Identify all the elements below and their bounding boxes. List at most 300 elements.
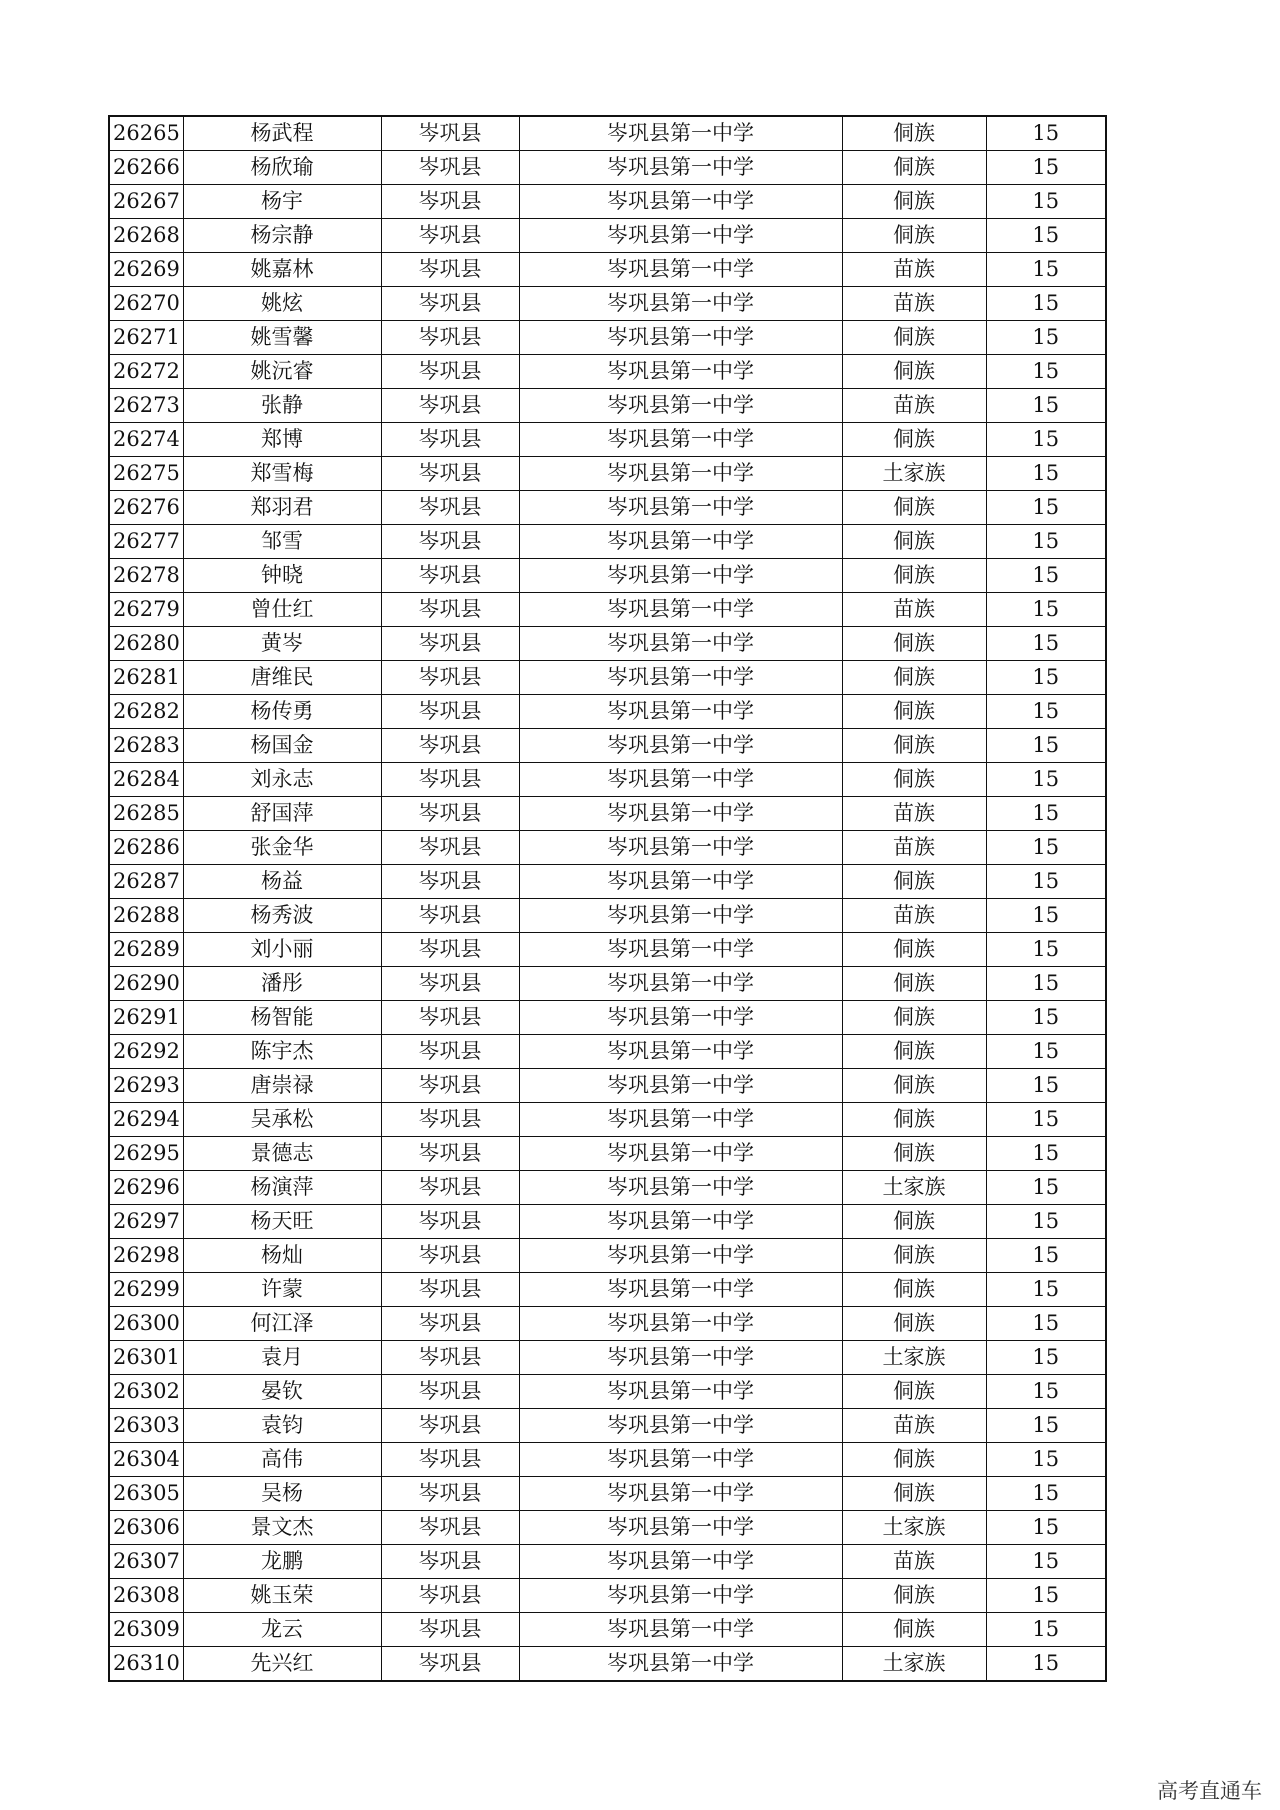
cell-score: 15 bbox=[986, 389, 1106, 423]
cell-id: 26271 bbox=[109, 321, 183, 355]
cell-ethnicity: 侗族 bbox=[842, 185, 986, 219]
cell-school: 岑巩县第一中学 bbox=[519, 1409, 842, 1443]
table-row bbox=[109, 1375, 1106, 1409]
cell-name: 杨演萍 bbox=[183, 1171, 381, 1205]
cell-school: 岑巩县第一中学 bbox=[519, 661, 842, 695]
cell-school: 岑巩县第一中学 bbox=[519, 1035, 842, 1069]
cell-id: 26266 bbox=[109, 151, 183, 185]
cell-school: 岑巩县第一中学 bbox=[519, 287, 842, 321]
cell-id: 26273 bbox=[109, 389, 183, 423]
cell-id: 26286 bbox=[109, 831, 183, 865]
cell-id: 26282 bbox=[109, 695, 183, 729]
cell-score: 15 bbox=[986, 627, 1106, 661]
cell-score: 15 bbox=[986, 116, 1106, 151]
cell-score: 15 bbox=[986, 1273, 1106, 1307]
cell-id: 26304 bbox=[109, 1443, 183, 1477]
cell-id: 26280 bbox=[109, 627, 183, 661]
cell-school: 岑巩县第一中学 bbox=[519, 1647, 842, 1682]
cell-name: 杨国金 bbox=[183, 729, 381, 763]
cell-school: 岑巩县第一中学 bbox=[519, 525, 842, 559]
cell-ethnicity: 侗族 bbox=[842, 1273, 986, 1307]
cell-name: 郑羽君 bbox=[183, 491, 381, 525]
cell-school: 岑巩县第一中学 bbox=[519, 219, 842, 253]
cell-score: 15 bbox=[986, 1647, 1106, 1682]
cell-name: 袁钧 bbox=[183, 1409, 381, 1443]
cell-id: 26301 bbox=[109, 1341, 183, 1375]
table-row bbox=[109, 1511, 1106, 1545]
cell-id: 26296 bbox=[109, 1171, 183, 1205]
cell-ethnicity: 苗族 bbox=[842, 389, 986, 423]
cell-score: 15 bbox=[986, 321, 1106, 355]
cell-id: 26270 bbox=[109, 287, 183, 321]
cell-school: 岑巩县第一中学 bbox=[519, 151, 842, 185]
table-row bbox=[109, 151, 1106, 185]
cell-county: 岑巩县 bbox=[381, 1273, 519, 1307]
cell-id: 26290 bbox=[109, 967, 183, 1001]
cell-ethnicity: 侗族 bbox=[842, 1001, 986, 1035]
cell-id: 26284 bbox=[109, 763, 183, 797]
cell-county: 岑巩县 bbox=[381, 661, 519, 695]
cell-school: 岑巩县第一中学 bbox=[519, 695, 842, 729]
cell-name: 杨武程 bbox=[183, 116, 381, 151]
cell-name: 郑博 bbox=[183, 423, 381, 457]
cell-school: 岑巩县第一中学 bbox=[519, 185, 842, 219]
cell-school: 岑巩县第一中学 bbox=[519, 1205, 842, 1239]
cell-county: 岑巩县 bbox=[381, 729, 519, 763]
cell-name: 曾仕红 bbox=[183, 593, 381, 627]
cell-name: 杨宗静 bbox=[183, 219, 381, 253]
cell-id: 26276 bbox=[109, 491, 183, 525]
cell-county: 岑巩县 bbox=[381, 1579, 519, 1613]
cell-id: 26299 bbox=[109, 1273, 183, 1307]
cell-county: 岑巩县 bbox=[381, 1613, 519, 1647]
cell-name: 吴承松 bbox=[183, 1103, 381, 1137]
table-row bbox=[109, 865, 1106, 899]
cell-county: 岑巩县 bbox=[381, 593, 519, 627]
cell-name: 刘永志 bbox=[183, 763, 381, 797]
cell-ethnicity: 苗族 bbox=[842, 899, 986, 933]
cell-name: 姚沅睿 bbox=[183, 355, 381, 389]
cell-ethnicity: 侗族 bbox=[842, 1477, 986, 1511]
table-row bbox=[109, 797, 1106, 831]
cell-score: 15 bbox=[986, 525, 1106, 559]
table-row bbox=[109, 525, 1106, 559]
cell-id: 26287 bbox=[109, 865, 183, 899]
cell-ethnicity: 侗族 bbox=[842, 967, 986, 1001]
cell-name: 杨传勇 bbox=[183, 695, 381, 729]
cell-school: 岑巩县第一中学 bbox=[519, 1239, 842, 1273]
cell-school: 岑巩县第一中学 bbox=[519, 797, 842, 831]
cell-score: 15 bbox=[986, 695, 1106, 729]
table-row bbox=[109, 1137, 1106, 1171]
cell-name: 潘彤 bbox=[183, 967, 381, 1001]
cell-county: 岑巩县 bbox=[381, 321, 519, 355]
cell-county: 岑巩县 bbox=[381, 1443, 519, 1477]
cell-school: 岑巩县第一中学 bbox=[519, 967, 842, 1001]
cell-score: 15 bbox=[986, 933, 1106, 967]
cell-ethnicity: 侗族 bbox=[842, 219, 986, 253]
cell-score: 15 bbox=[986, 1375, 1106, 1409]
cell-ethnicity: 侗族 bbox=[842, 1205, 986, 1239]
table-row bbox=[109, 423, 1106, 457]
cell-school: 岑巩县第一中学 bbox=[519, 899, 842, 933]
cell-school: 岑巩县第一中学 bbox=[519, 1069, 842, 1103]
cell-county: 岑巩县 bbox=[381, 151, 519, 185]
cell-county: 岑巩县 bbox=[381, 1545, 519, 1579]
cell-county: 岑巩县 bbox=[381, 389, 519, 423]
cell-name: 龙云 bbox=[183, 1613, 381, 1647]
cell-school: 岑巩县第一中学 bbox=[519, 457, 842, 491]
cell-id: 26305 bbox=[109, 1477, 183, 1511]
cell-county: 岑巩县 bbox=[381, 967, 519, 1001]
cell-id: 26302 bbox=[109, 1375, 183, 1409]
cell-county: 岑巩县 bbox=[381, 253, 519, 287]
table-row bbox=[109, 1103, 1106, 1137]
cell-school: 岑巩县第一中学 bbox=[519, 865, 842, 899]
cell-name: 姚炫 bbox=[183, 287, 381, 321]
cell-ethnicity: 侗族 bbox=[842, 933, 986, 967]
cell-county: 岑巩县 bbox=[381, 797, 519, 831]
cell-score: 15 bbox=[986, 253, 1106, 287]
cell-ethnicity: 苗族 bbox=[842, 1545, 986, 1579]
cell-name: 景文杰 bbox=[183, 1511, 381, 1545]
cell-score: 15 bbox=[986, 1205, 1106, 1239]
cell-ethnicity: 侗族 bbox=[842, 355, 986, 389]
cell-ethnicity: 侗族 bbox=[842, 1035, 986, 1069]
cell-county: 岑巩县 bbox=[381, 116, 519, 151]
cell-county: 岑巩县 bbox=[381, 1103, 519, 1137]
cell-name: 杨宇 bbox=[183, 185, 381, 219]
table-row bbox=[109, 1341, 1106, 1375]
table-row bbox=[109, 831, 1106, 865]
table-row bbox=[109, 1001, 1106, 1035]
cell-score: 15 bbox=[986, 1443, 1106, 1477]
cell-id: 26297 bbox=[109, 1205, 183, 1239]
cell-score: 15 bbox=[986, 423, 1106, 457]
cell-name: 姚嘉林 bbox=[183, 253, 381, 287]
cell-id: 26306 bbox=[109, 1511, 183, 1545]
watermark-text: 高考直通车 bbox=[1157, 1779, 1262, 1803]
table-row bbox=[109, 763, 1106, 797]
cell-ethnicity: 苗族 bbox=[842, 797, 986, 831]
cell-school: 岑巩县第一中学 bbox=[519, 1103, 842, 1137]
table-row bbox=[109, 1409, 1106, 1443]
cell-county: 岑巩县 bbox=[381, 219, 519, 253]
cell-name: 杨天旺 bbox=[183, 1205, 381, 1239]
cell-county: 岑巩县 bbox=[381, 1375, 519, 1409]
cell-name: 邹雪 bbox=[183, 525, 381, 559]
cell-score: 15 bbox=[986, 1307, 1106, 1341]
cell-county: 岑巩县 bbox=[381, 1341, 519, 1375]
cell-ethnicity: 苗族 bbox=[842, 593, 986, 627]
cell-school: 岑巩县第一中学 bbox=[519, 1579, 842, 1613]
cell-score: 15 bbox=[986, 1613, 1106, 1647]
cell-score: 15 bbox=[986, 219, 1106, 253]
table-row bbox=[109, 627, 1106, 661]
cell-ethnicity: 侗族 bbox=[842, 763, 986, 797]
table-row bbox=[109, 1069, 1106, 1103]
cell-school: 岑巩县第一中学 bbox=[519, 763, 842, 797]
table-row bbox=[109, 1205, 1106, 1239]
cell-school: 岑巩县第一中学 bbox=[519, 321, 842, 355]
cell-county: 岑巩县 bbox=[381, 457, 519, 491]
cell-ethnicity: 侗族 bbox=[842, 1579, 986, 1613]
cell-ethnicity: 侗族 bbox=[842, 1069, 986, 1103]
cell-name: 钟晓 bbox=[183, 559, 381, 593]
cell-school: 岑巩县第一中学 bbox=[519, 1375, 842, 1409]
cell-ethnicity: 侗族 bbox=[842, 321, 986, 355]
cell-score: 15 bbox=[986, 457, 1106, 491]
cell-name: 吴杨 bbox=[183, 1477, 381, 1511]
cell-score: 15 bbox=[986, 1239, 1106, 1273]
cell-school: 岑巩县第一中学 bbox=[519, 423, 842, 457]
table-row bbox=[109, 729, 1106, 763]
cell-score: 15 bbox=[986, 797, 1106, 831]
cell-county: 岑巩县 bbox=[381, 831, 519, 865]
table-row bbox=[109, 355, 1106, 389]
cell-name: 黄岑 bbox=[183, 627, 381, 661]
cell-county: 岑巩县 bbox=[381, 1477, 519, 1511]
cell-county: 岑巩县 bbox=[381, 1137, 519, 1171]
cell-county: 岑巩县 bbox=[381, 1069, 519, 1103]
cell-id: 26289 bbox=[109, 933, 183, 967]
table-row bbox=[109, 116, 1106, 151]
cell-id: 26303 bbox=[109, 1409, 183, 1443]
cell-county: 岑巩县 bbox=[381, 627, 519, 661]
table-row bbox=[109, 321, 1106, 355]
cell-name: 袁月 bbox=[183, 1341, 381, 1375]
cell-id: 26307 bbox=[109, 1545, 183, 1579]
cell-name: 高伟 bbox=[183, 1443, 381, 1477]
cell-id: 26265 bbox=[109, 116, 183, 151]
table-row bbox=[109, 661, 1106, 695]
table-row bbox=[109, 1035, 1106, 1069]
table-row bbox=[109, 559, 1106, 593]
table-row bbox=[109, 593, 1106, 627]
cell-name: 晏钦 bbox=[183, 1375, 381, 1409]
cell-school: 岑巩县第一中学 bbox=[519, 1307, 842, 1341]
cell-name: 张静 bbox=[183, 389, 381, 423]
cell-ethnicity: 侗族 bbox=[842, 661, 986, 695]
cell-ethnicity: 侗族 bbox=[842, 1613, 986, 1647]
cell-score: 15 bbox=[986, 729, 1106, 763]
cell-school: 岑巩县第一中学 bbox=[519, 491, 842, 525]
cell-id: 26281 bbox=[109, 661, 183, 695]
cell-name: 龙鹏 bbox=[183, 1545, 381, 1579]
cell-score: 15 bbox=[986, 899, 1106, 933]
roster-table-body bbox=[109, 116, 1106, 1681]
cell-name: 杨灿 bbox=[183, 1239, 381, 1273]
cell-score: 15 bbox=[986, 1545, 1106, 1579]
cell-ethnicity: 侗族 bbox=[842, 1375, 986, 1409]
cell-name: 郑雪梅 bbox=[183, 457, 381, 491]
cell-name: 景德志 bbox=[183, 1137, 381, 1171]
table-row bbox=[109, 1239, 1106, 1273]
table-row bbox=[109, 1273, 1106, 1307]
cell-ethnicity: 侗族 bbox=[842, 559, 986, 593]
roster-table bbox=[108, 115, 1107, 1682]
cell-id: 26283 bbox=[109, 729, 183, 763]
table-row bbox=[109, 219, 1106, 253]
cell-score: 15 bbox=[986, 1409, 1106, 1443]
table-row bbox=[109, 1307, 1106, 1341]
cell-name: 杨益 bbox=[183, 865, 381, 899]
cell-school: 岑巩县第一中学 bbox=[519, 116, 842, 151]
cell-county: 岑巩县 bbox=[381, 559, 519, 593]
cell-ethnicity: 土家族 bbox=[842, 1647, 986, 1682]
cell-score: 15 bbox=[986, 185, 1106, 219]
table-row bbox=[109, 185, 1106, 219]
cell-id: 26295 bbox=[109, 1137, 183, 1171]
cell-school: 岑巩县第一中学 bbox=[519, 593, 842, 627]
cell-county: 岑巩县 bbox=[381, 423, 519, 457]
cell-county: 岑巩县 bbox=[381, 1647, 519, 1682]
cell-school: 岑巩县第一中学 bbox=[519, 1341, 842, 1375]
cell-id: 26268 bbox=[109, 219, 183, 253]
cell-county: 岑巩县 bbox=[381, 933, 519, 967]
cell-ethnicity: 侗族 bbox=[842, 525, 986, 559]
cell-school: 岑巩县第一中学 bbox=[519, 729, 842, 763]
cell-school: 岑巩县第一中学 bbox=[519, 933, 842, 967]
cell-name: 杨欣瑜 bbox=[183, 151, 381, 185]
cell-school: 岑巩县第一中学 bbox=[519, 1477, 842, 1511]
cell-ethnicity: 苗族 bbox=[842, 253, 986, 287]
cell-id: 26294 bbox=[109, 1103, 183, 1137]
cell-id: 26298 bbox=[109, 1239, 183, 1273]
cell-county: 岑巩县 bbox=[381, 491, 519, 525]
cell-id: 26269 bbox=[109, 253, 183, 287]
cell-id: 26310 bbox=[109, 1647, 183, 1682]
cell-name: 姚雪馨 bbox=[183, 321, 381, 355]
cell-school: 岑巩县第一中学 bbox=[519, 389, 842, 423]
cell-id: 26291 bbox=[109, 1001, 183, 1035]
cell-ethnicity: 土家族 bbox=[842, 457, 986, 491]
cell-ethnicity: 苗族 bbox=[842, 831, 986, 865]
cell-name: 杨智能 bbox=[183, 1001, 381, 1035]
cell-name: 唐崇禄 bbox=[183, 1069, 381, 1103]
cell-name: 先兴红 bbox=[183, 1647, 381, 1682]
cell-school: 岑巩县第一中学 bbox=[519, 831, 842, 865]
cell-id: 26278 bbox=[109, 559, 183, 593]
cell-score: 15 bbox=[986, 1001, 1106, 1035]
cell-id: 26277 bbox=[109, 525, 183, 559]
cell-ethnicity: 侗族 bbox=[842, 627, 986, 661]
cell-ethnicity: 侗族 bbox=[842, 1443, 986, 1477]
cell-county: 岑巩县 bbox=[381, 695, 519, 729]
cell-ethnicity: 侗族 bbox=[842, 151, 986, 185]
cell-score: 15 bbox=[986, 151, 1106, 185]
cell-ethnicity: 苗族 bbox=[842, 1409, 986, 1443]
table-row bbox=[109, 253, 1106, 287]
cell-county: 岑巩县 bbox=[381, 1205, 519, 1239]
table-row bbox=[109, 899, 1106, 933]
cell-name: 陈宇杰 bbox=[183, 1035, 381, 1069]
cell-county: 岑巩县 bbox=[381, 763, 519, 797]
cell-name: 唐维民 bbox=[183, 661, 381, 695]
cell-id: 26309 bbox=[109, 1613, 183, 1647]
cell-ethnicity: 侗族 bbox=[842, 695, 986, 729]
cell-score: 15 bbox=[986, 1477, 1106, 1511]
cell-score: 15 bbox=[986, 1511, 1106, 1545]
cell-id: 26285 bbox=[109, 797, 183, 831]
cell-school: 岑巩县第一中学 bbox=[519, 1545, 842, 1579]
cell-county: 岑巩县 bbox=[381, 185, 519, 219]
table-row bbox=[109, 491, 1106, 525]
cell-school: 岑巩县第一中学 bbox=[519, 253, 842, 287]
table-row bbox=[109, 933, 1106, 967]
cell-id: 26272 bbox=[109, 355, 183, 389]
cell-score: 15 bbox=[986, 865, 1106, 899]
cell-school: 岑巩县第一中学 bbox=[519, 1511, 842, 1545]
cell-county: 岑巩县 bbox=[381, 1171, 519, 1205]
cell-score: 15 bbox=[986, 491, 1106, 525]
cell-score: 15 bbox=[986, 559, 1106, 593]
cell-id: 26267 bbox=[109, 185, 183, 219]
cell-school: 岑巩县第一中学 bbox=[519, 1613, 842, 1647]
table-row bbox=[109, 1613, 1106, 1647]
table-row bbox=[109, 967, 1106, 1001]
cell-county: 岑巩县 bbox=[381, 1409, 519, 1443]
cell-ethnicity: 侗族 bbox=[842, 1103, 986, 1137]
table-row bbox=[109, 1171, 1106, 1205]
cell-name: 姚玉荣 bbox=[183, 1579, 381, 1613]
cell-score: 15 bbox=[986, 1103, 1106, 1137]
cell-school: 岑巩县第一中学 bbox=[519, 1137, 842, 1171]
cell-county: 岑巩县 bbox=[381, 1511, 519, 1545]
cell-id: 26279 bbox=[109, 593, 183, 627]
cell-score: 15 bbox=[986, 1171, 1106, 1205]
cell-score: 15 bbox=[986, 1579, 1106, 1613]
cell-id: 26293 bbox=[109, 1069, 183, 1103]
cell-county: 岑巩县 bbox=[381, 1239, 519, 1273]
cell-ethnicity: 侗族 bbox=[842, 729, 986, 763]
cell-school: 岑巩县第一中学 bbox=[519, 355, 842, 389]
cell-school: 岑巩县第一中学 bbox=[519, 1001, 842, 1035]
cell-name: 何江泽 bbox=[183, 1307, 381, 1341]
cell-score: 15 bbox=[986, 1341, 1106, 1375]
cell-county: 岑巩县 bbox=[381, 1307, 519, 1341]
cell-school: 岑巩县第一中学 bbox=[519, 1443, 842, 1477]
cell-score: 15 bbox=[986, 763, 1106, 797]
cell-id: 26300 bbox=[109, 1307, 183, 1341]
cell-school: 岑巩县第一中学 bbox=[519, 1273, 842, 1307]
table-row bbox=[109, 389, 1106, 423]
table-row bbox=[109, 1477, 1106, 1511]
cell-school: 岑巩县第一中学 bbox=[519, 627, 842, 661]
cell-ethnicity: 苗族 bbox=[842, 287, 986, 321]
cell-county: 岑巩县 bbox=[381, 899, 519, 933]
table-row bbox=[109, 457, 1106, 491]
cell-score: 15 bbox=[986, 1069, 1106, 1103]
cell-name: 杨秀波 bbox=[183, 899, 381, 933]
table-row bbox=[109, 695, 1106, 729]
cell-id: 26288 bbox=[109, 899, 183, 933]
table-row bbox=[109, 1443, 1106, 1477]
cell-name: 舒国萍 bbox=[183, 797, 381, 831]
cell-county: 岑巩县 bbox=[381, 525, 519, 559]
cell-county: 岑巩县 bbox=[381, 1001, 519, 1035]
cell-id: 26275 bbox=[109, 457, 183, 491]
cell-score: 15 bbox=[986, 1035, 1106, 1069]
cell-id: 26274 bbox=[109, 423, 183, 457]
cell-ethnicity: 侗族 bbox=[842, 491, 986, 525]
cell-county: 岑巩县 bbox=[381, 355, 519, 389]
table-row bbox=[109, 287, 1106, 321]
table-row bbox=[109, 1545, 1106, 1579]
cell-ethnicity: 侗族 bbox=[842, 1137, 986, 1171]
cell-county: 岑巩县 bbox=[381, 287, 519, 321]
cell-ethnicity: 侗族 bbox=[842, 1307, 986, 1341]
